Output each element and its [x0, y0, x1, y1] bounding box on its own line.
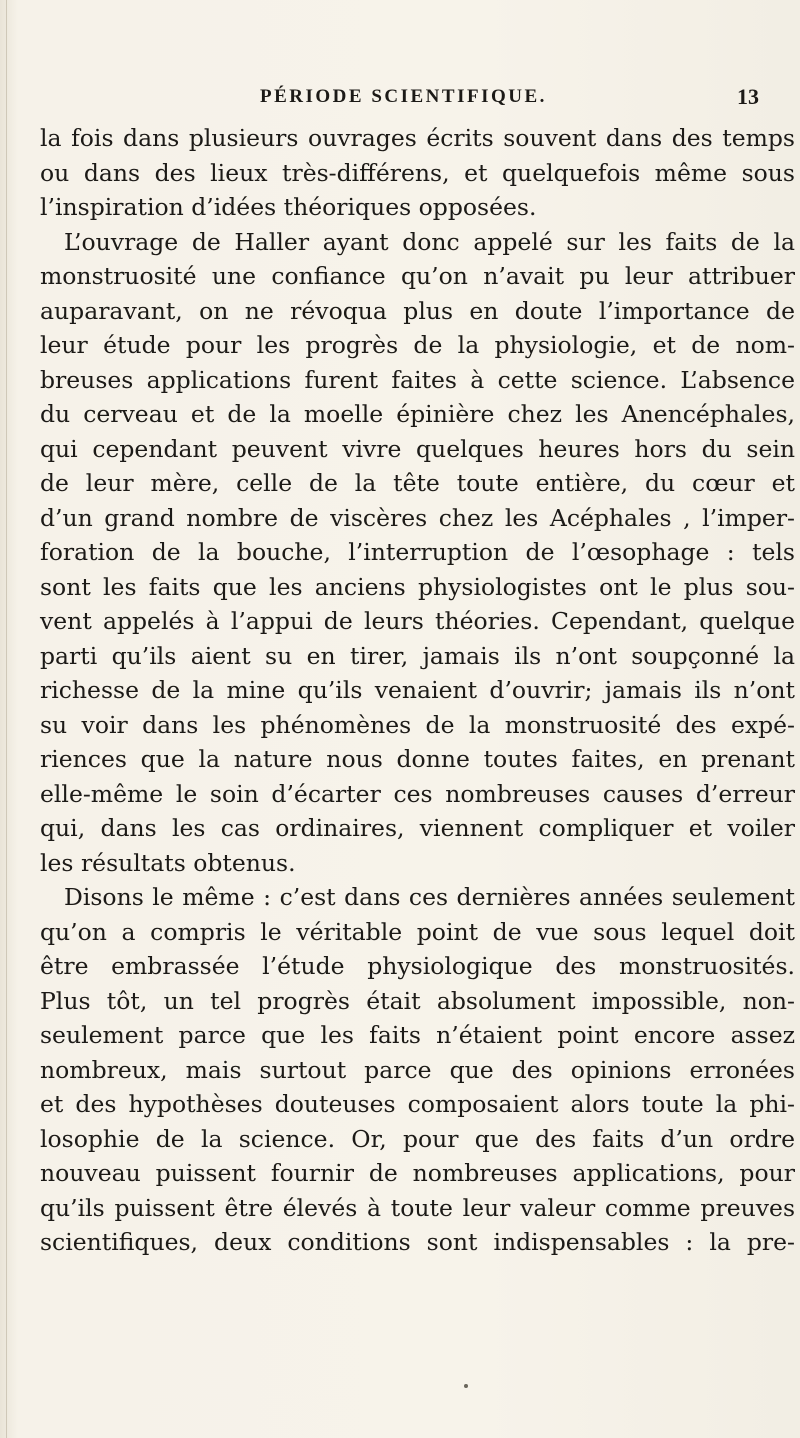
running-title: PÉRIODE SCIENTIFIQUE.	[260, 86, 547, 107]
text-line: d’un grand nombre de viscères chez les Acéphales , l’imper-	[40, 503, 795, 532]
page-number: 13	[737, 84, 759, 109]
text-line: être embrassée l’étude physiologique des monstruosités.	[40, 952, 795, 980]
paragraph-start-line: L’ouvrage de Haller ayant donc appelé sur les faits de la	[64, 227, 795, 256]
text-line: losophie de la science. Or, pour que des faits d’un ordre	[40, 1124, 795, 1153]
text-line: sont les faits que les anciens physiologistes ont le plus sou-	[40, 572, 795, 601]
text-line: qu’ils puissent être élevés à toute leur valeur comme preuves	[40, 1193, 795, 1222]
text-line: richesse de la mine qu’ils venaient d’ouvrir; jamais ils n’ont	[40, 676, 795, 704]
text-line: qui cependant peuvent vivre quelques heures hors du sein	[40, 434, 795, 463]
body-text	[40, 121, 795, 1260]
text-line: auparavant, on ne révoqua plus en doute l’importance de	[40, 296, 795, 325]
text-line: breuses applications furent faites à cette science. L’absence	[40, 365, 795, 394]
text-line: monstruosité une confiance qu’on n’avait pu leur attribuer	[40, 262, 795, 290]
text-line: nombreux, mais surtout parce que des opinions erronées	[40, 1055, 795, 1084]
paragraph-start-line: Disons le même : c’est dans ces dernières années seulement	[64, 883, 795, 911]
text-line: foration de la bouche, l’interruption de l’œsophage : tels	[40, 538, 795, 566]
text-line: l’inspiration d’idées théoriques opposées.	[40, 193, 537, 221]
text-line: Plus tôt, un tel progrès était absolument impossible, non-	[40, 986, 795, 1015]
text-line: ou dans des lieux très-différens, et quelquefois même sous	[40, 158, 795, 187]
text-line: vent appelés à l’appui de leurs théories. Cependant, quelque	[40, 607, 795, 635]
text-line: su voir dans les phénomènes de la monstruosité des expé-	[40, 710, 795, 739]
text-line: leur étude pour les progrès de la physiologie, et de nom-	[40, 331, 795, 359]
text-line: riences que la nature nous donne toutes faites, en prenant	[40, 745, 795, 773]
text-line: nouveau puissent fournir de nombreuses applications, pour	[40, 1159, 795, 1187]
text-line: du cerveau et de la moelle épinière chez les Anencéphales,	[40, 400, 795, 428]
text-line: de leur mère, celle de la tête toute entière, du cœur et	[40, 469, 795, 497]
text-line: qui, dans les cas ordinaires, viennent compliquer et voiler	[40, 814, 795, 842]
text-line: les résultats obtenus.	[40, 848, 296, 877]
text-line: scientifiques, deux conditions sont indispensables : la pre-	[40, 1228, 795, 1256]
text-line: la fois dans plusieurs ouvrages écrits souvent dans des temps	[40, 124, 795, 152]
text-line: elle-même le soin d’écarter ces nombreuses causes d’erreur	[40, 779, 795, 808]
text-line: et des hypothèses douteuses composaient alors toute la phi-	[40, 1090, 795, 1118]
text-line: seulement parce que les faits n’étaient point encore assez	[40, 1021, 795, 1049]
text-line: parti qu’ils aient su en tirer, jamais ils n’ont soupçonné la	[40, 641, 795, 670]
text-line: qu’on a compris le véritable point de vue sous lequel doit	[40, 917, 795, 946]
page-gutter-edge	[6, 0, 7, 1438]
paper-speck	[464, 1384, 468, 1388]
